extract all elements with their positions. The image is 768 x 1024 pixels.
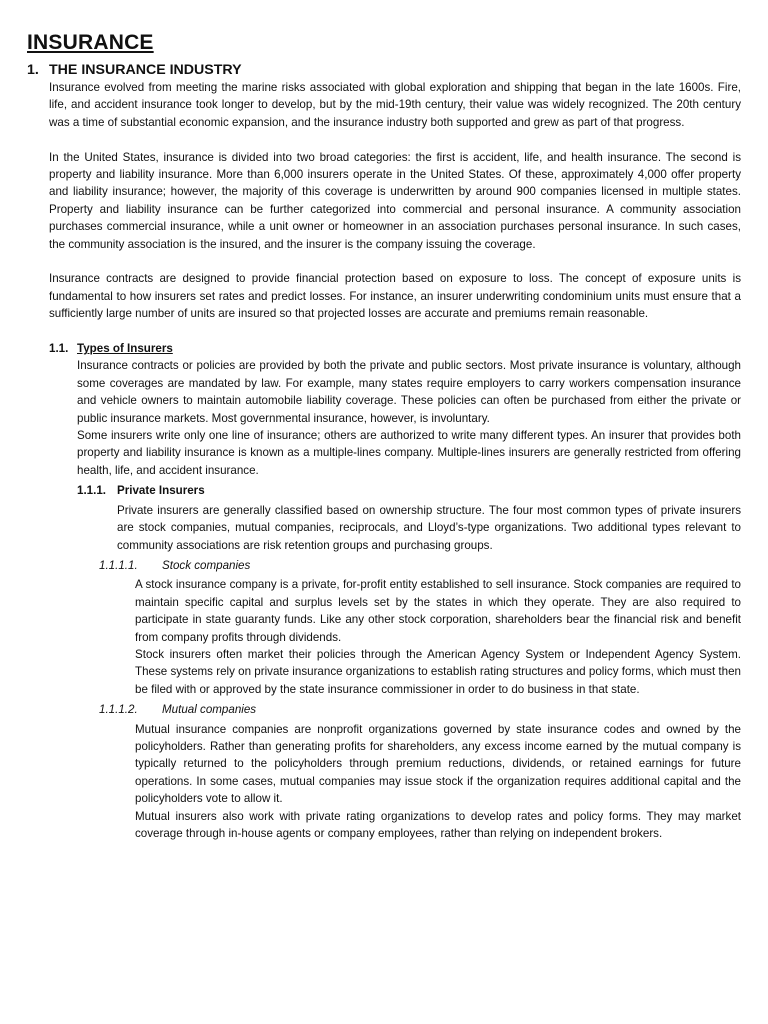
section-heading-1: [27, 62, 741, 79]
document-title: INSURANCE: [27, 31, 154, 54]
section-number: 1.1.1.: [77, 484, 107, 498]
section-heading-1-1: [49, 340, 741, 357]
document-page: [27, 30, 741, 842]
section-title: THE INSURANCE INDUSTRY: [49, 62, 242, 78]
section-number: 1.1.: [49, 342, 69, 356]
section-title: Types of Insurers: [77, 342, 173, 356]
section-heading-1-1-1-2: [99, 701, 741, 718]
section-title: Mutual companies: [162, 703, 257, 717]
paragraph: In the United States, insurance is divided into two broad categories: the first is accident, life, and health insurance. The second is property and liability insurance. More than 6,000 insurers operate in the United States. Of these, approximately 4,000 offer property and liability insurance; however, the majority of this coverage is underwritten by around 900 companies licensed in multiple states. Property and liability insurance can be further categorized into commercial and personal insurance. A community association purchases commercial insurance, while a unit owner or homeowner in an association purchases personal insurance. In such cases, the community association is the insured, and the insurer is the company issuing the coverage.: [49, 150, 741, 251]
paragraph: Stock insurers often market their policies through the American Agency System or Independent Agency System. These systems rely on private insurance organizations to establish rating structures and policy forms, which must then be filed with or approved by the state insurance commissioner in order to do business in that state.: [135, 647, 741, 696]
paragraph: Insurance contracts or policies are provided by both the private and public sectors. Most private insurance is voluntary, although some coverages are mandated by law. For example, many states require employers to carry workers compensation insurance and vehicle owners to maintain automobile liability coverage. These policies can often be purchased from either the private or public insurance markets. Most governmental insurance, however, is involuntary.: [77, 359, 741, 425]
section-heading-1-1-1-1: [99, 557, 741, 574]
paragraph: Mutual insurers also work with private rating organizations to develop rates and policy forms. They may market coverage through in-house agents or company employees, rather than relying on independent brokers.: [135, 809, 741, 841]
section-number: 1.1.1.2.: [99, 703, 138, 717]
paragraph: Insurance evolved from meeting the marine risks associated with global exploration and shipping that began in the late 1600s. Fire, life, and accident insurance took longer to develop, but by the mid-19th century, their value was widely recognized. The 20th century was a time of substantial economic expansion, and the insurance industry both supported and grew as part of that progress.: [49, 81, 741, 129]
section-heading-1-1-1: [77, 482, 741, 499]
section-title: Stock companies: [162, 558, 251, 572]
paragraph: Insurance contracts are designed to provide financial protection based on exposure to loss. The concept of exposure units is fundamental to how insurers set rates and predict losses. For instance, an insurer underwriting condominium units must ensure that a sufficiently large number of units are insured so that projected losses are accurate and premiums remain reasonable.: [49, 272, 741, 321]
section-title: Private Insurers: [117, 484, 205, 498]
paragraph: A stock insurance company is a private, for-profit entity established to sell insurance. Stock companies are required to maintain specific capital and surplus levels set by the states in which they operate. They are also required to participate in state guaranty funds. Like any other stock corporation, shareholders bear the financial risk and benefit from company profits through dividends.: [135, 578, 741, 644]
paragraph: Mutual insurance companies are nonprofit organizations governed by state insurance codes and owned by the policyholders. Rather than generating profits for shareholders, any excess income earned by the mutual company is typically returned to the policyholders through premium reductions, dividends, or retained earnings for future operations. In some cases, mutual companies may issue stock if the organization requires additional capital and the policyholders vote to allow it.: [135, 722, 741, 806]
section-number: 1.: [27, 62, 39, 78]
section-number: 1.1.1.1.: [99, 558, 138, 572]
paragraph: Some insurers write only one line of insurance; others are authorized to write many different types. An insurer that provides both property and liability insurance is known as a multiple-lines company. Multiple-lines insurers are generally restricted from offering health, life, and accident insurance.: [77, 429, 741, 477]
paragraph: Private insurers are generally classified based on ownership structure. The four most common types of private insurers are stock companies, mutual companies, reciprocals, and Lloyd’s-type organizations. Two additional types relevant to community associations are risk retention groups and purchasing groups.: [117, 503, 741, 552]
